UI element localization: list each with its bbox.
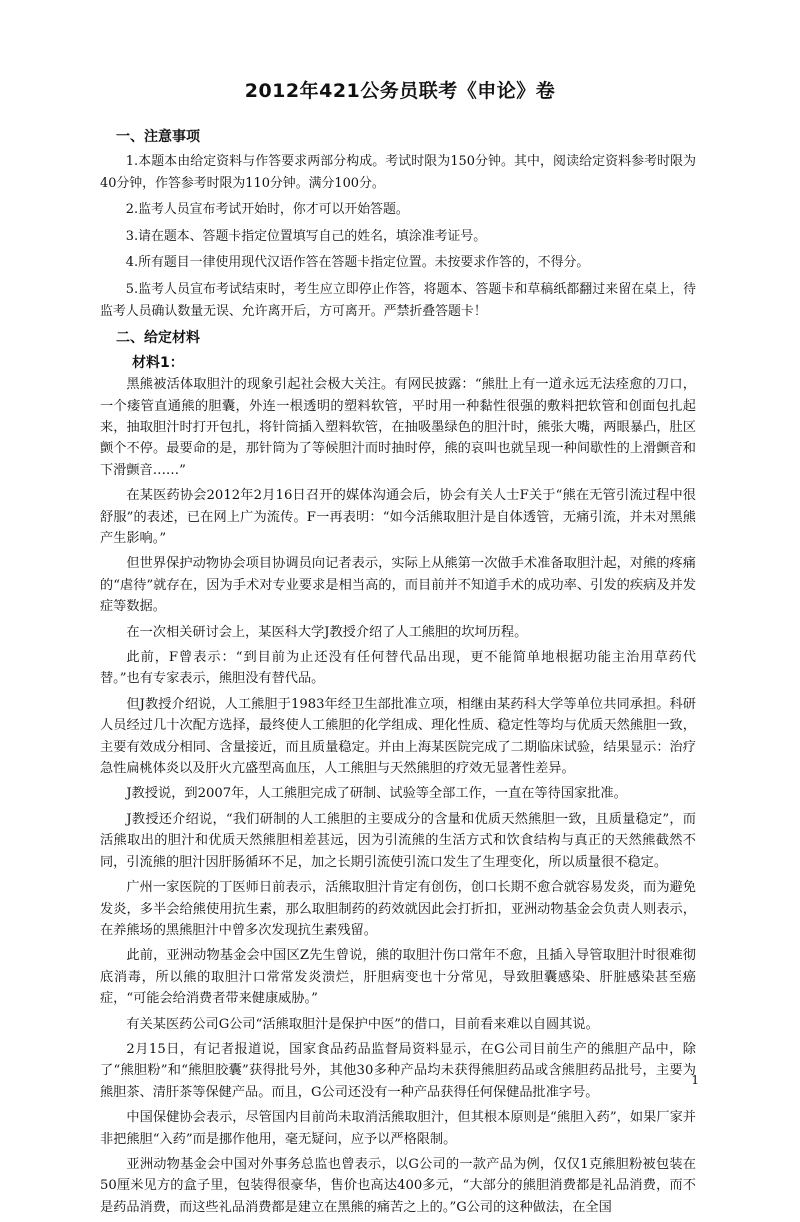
material-paragraph: 亚洲动物基金会中国对外事务总监也曾表示，以G公司的一款产品为例，仅仅1克熊胆粉被包装在50厘米见方的盒子里，包装得很豪华，售价也高达400多元，“大部分的熊胆消费都是礼品消费，而不是药品消费，而这些礼品消费都是建立在黑熊的痛苦之上的。”G公司的这种做法，在全国: [100, 1156, 696, 1215]
material-paragraph: J教授还介绍说，“我们研制的人工熊胆的主要成分的含量和优质天然熊胆一致，且质量稳定”，而活熊取出的胆汁和优质天然熊胆相差甚远，因为引流熊的生活方式和饮食结构与真正的天然熊截然不同，引流熊的胆汁因肝肠循环不足，加之长期引流使引流口发生了生理变化，所以质量很不稳定。: [100, 811, 696, 870]
material-paragraph: 黑熊被活体取胆汁的现象引起社会极大关注。有网民披露：“熊肚上有一道永远无法痊愈的刀口，一个瘘管直通熊的胆囊，外连一根透明的塑料软管，平时用一种黏性很强的敷料把软管和创面包扎起来，抽取胆汁时打开包扎，将针筒插入塑料软管，在抽吸墨绿色的胆汁时，熊张大嘴，两眼暴凸，肚区颤个不停。最要命的是，那针筒为了等候胆汁而时抽时停，熊的哀叫也就呈现一种间歇性的上滑颤音和下滑颤音……”: [100, 377, 696, 478]
material-paragraph: 但世界保护动物协会项目协调员向记者表示，实际上从熊第一次做手术准备取胆汁起，对熊的疼痛的“虐待”就存在，因为手术对专业要求是相当高的，而目前并不知道手术的成功率、引发的疾病及并发症等数据。: [100, 556, 696, 615]
material-paragraph: 2月15日，有记者报道说，国家食品药品监督局资料显示，在G公司目前生产的熊胆产品中，除了“熊胆粉”和“熊胆胶囊”获得批号外，其他30多种产品均未获得熊胆药品或含熊胆药品批号，主要为熊胆茶、清肝茶等保健产品。而且，G公司还没有一种产品获得任何保健品批准字号。: [100, 1041, 696, 1100]
page-number: 1: [691, 1073, 699, 1087]
note-item: 4.所有题目一律使用现代汉语作答在答题卡指定位置。未按要求作答的，不得分。: [125, 255, 590, 271]
material-paragraph: 有关某医药公司G公司“活熊取胆汁是保护中医”的借口，目前看来难以自圆其说。: [126, 1016, 599, 1032]
material-paragraph: 此前，F曾表示：“到目前为止还没有任何替代品出现，更不能简单地根据功能主治用草药代替。”也有专家表示，熊胆没有替代品。: [100, 650, 696, 687]
note-item: 3.请在题本、答题卡指定位置填写自己的姓名，填涂准考证号。: [125, 228, 487, 244]
material-paragraph: 在某医药协会2012年2月16日召开的媒体沟通会后，协会有关人士F关于“熊在无管引流过程中很舒服”的表述，已在网上广为流传。F一再表明：“如今活熊取胆汁是自体透管，无痛引流，并未对黑熊产生影响。”: [100, 488, 696, 546]
section-heading-materials: 二、给定材料: [116, 330, 200, 347]
document-title: 2012年421公务员联考《申论》卷: [244, 80, 556, 102]
material-paragraph: 但J教授介绍说，人工熊胆于1983年经卫生部批准立项，相继由某药科大学等单位共同承担。科研人员经过几十次配方选择，最终使人工熊胆的化学组成、理化性质、稳定性等均与优质天然熊胆一致，主要有效成分相同、含量接近，而且质量稳定。并由上海某医院完成了二期临床试验，结果显示：治疗急性扁桃体炎以及肝火亢盛型高血压，人工熊胆与天然熊胆的疗效无显著性差异。: [100, 696, 696, 777]
material-paragraph: 在一次相关研讨会上，某医科大学J教授介绍了人工熊胆的坎坷历程。: [126, 624, 528, 640]
document-body: [100, 123, 696, 1222]
material-paragraph: J教授说，到2007年，人工熊胆完成了研制、试验等全部工作，一直在等待国家批准。: [126, 786, 627, 802]
material-paragraph: 此前，亚洲动物基金会中国区Z先生曾说，熊的取胆汁伤口常年不愈，且插入导管取胆汁时很难彻底消毒，所以熊的取胆汁口常常发炎溃烂，肝胆病变也十分常见，导致胆囊感染、肝脏感染甚至癌症，“可能会给消费者带来健康威胁。”: [100, 948, 696, 1007]
material-paragraph: 广州一家医院的丁医师日前表示，活熊取胆汁肯定有创伤，创口长期不愈合就容易发炎，而为避免发炎，多半会给熊使用抗生素，那么取胆制药的药效就因此会打折扣，亚洲动物基金会负责人则表示，在养熊场的黑熊胆汁中曾多次发现抗生素残留。: [100, 880, 696, 938]
material-label: 材料1：: [132, 355, 184, 372]
note-item: 1.本题本由给定资料与作答要求两部分构成。考试时限为150分钟。其中，阅读给定资料参考时限为40分钟，作答参考时限为110分钟。满分100分。: [100, 154, 696, 191]
section-heading-notes: 一、注意事项: [116, 129, 200, 145]
note-item: 5.监考人员宣布考试结束时，考生应立即停止作答，将题本、答题卡和草稿纸都翻过来留在桌上，待监考人员确认数量无误、允许离开后，方可离开。严禁折叠答题卡！: [100, 281, 696, 319]
note-item: 2.监考人员宣布考试开始时，你才可以开始答题。: [125, 202, 409, 218]
material-paragraph: 中国保健协会表示，尽管国内目前尚未取消活熊取胆汁，但其根本原则是“熊胆入药”，如果厂家并非把熊胆“入药”而是挪作他用，毫无疑问，应予以严格限制。: [100, 1110, 696, 1147]
